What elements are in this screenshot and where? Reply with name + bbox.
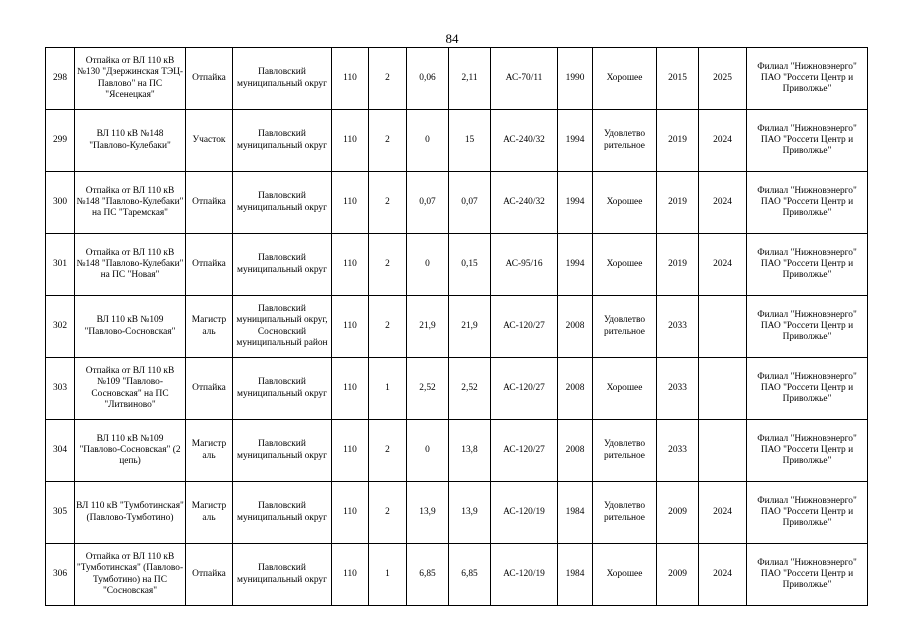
year-built-cell: 1994 (558, 234, 593, 296)
line-name-cell: Отпайка от ВЛ 110 кВ "Тумботинская" (Павлово-Тумботино) на ПС "Сосновская" (75, 544, 186, 606)
circuits-cell: 2 (369, 420, 407, 482)
line-name-cell: Отпайка от ВЛ 110 кВ №130 "Дзержинская ТЭЦ-Павлово" на ПС "Ясенецкая" (75, 48, 186, 110)
section-type-cell: Магистр аль (186, 420, 233, 482)
wire-brand-cell: АС-240/32 (491, 110, 558, 172)
wire-brand-cell: АС-70/11 (491, 48, 558, 110)
table-row (46, 110, 868, 172)
year-built-cell: 1994 (558, 110, 593, 172)
district-cell: Павловский муниципальный округ (233, 48, 332, 110)
voltage-cell: 110 (332, 420, 369, 482)
next-year-cell: 2025 (699, 48, 747, 110)
year-built-cell: 1990 (558, 48, 593, 110)
wire-brand-cell: АС-120/27 (491, 420, 558, 482)
power-lines-table (45, 47, 868, 606)
page-number: 84 (445, 31, 459, 46)
row-number-cell: 304 (46, 420, 75, 482)
owner-cell: Филиал "Нижновэнерго" ПАО "Россети Центр и Приволжье" (747, 296, 868, 358)
next-year-cell (699, 358, 747, 420)
owner-cell: Филиал "Нижновэнерго" ПАО "Россети Центр и Приволжье" (747, 48, 868, 110)
owner-cell: Филиал "Нижновэнерго" ПАО "Россети Центр и Приволжье" (747, 110, 868, 172)
next-year-cell: 2024 (699, 544, 747, 606)
wire-brand-cell: АС-95/16 (491, 234, 558, 296)
table-row (46, 48, 868, 110)
route-length-cell: 0,07 (407, 172, 449, 234)
circuits-cell: 2 (369, 48, 407, 110)
year-built-cell: 2008 (558, 358, 593, 420)
owner-cell: Филиал "Нижновэнерго" ПАО "Россети Центр и Приволжье" (747, 544, 868, 606)
owner-cell: Филиал "Нижновэнерго" ПАО "Россети Центр и Приволжье" (747, 358, 868, 420)
condition-cell: Хорошее (593, 544, 657, 606)
voltage-cell: 110 (332, 358, 369, 420)
line-name-cell: ВЛ 110 кВ №148 "Павлово-Кулебаки" (75, 110, 186, 172)
voltage-cell: 110 (332, 482, 369, 544)
line-name-cell: Отпайка от ВЛ 110 кВ №109 "Павлово-Сосновская" на ПС "Литвиново" (75, 358, 186, 420)
total-length-cell: 13,9 (449, 482, 491, 544)
table-body (46, 48, 868, 606)
owner-cell: Филиал "Нижновэнерго" ПАО "Россети Центр и Приволжье" (747, 482, 868, 544)
total-length-cell: 21,9 (449, 296, 491, 358)
table-row (46, 482, 868, 544)
next-year-cell: 2024 (699, 234, 747, 296)
route-length-cell: 13,9 (407, 482, 449, 544)
circuits-cell: 2 (369, 172, 407, 234)
table-row (46, 420, 868, 482)
row-number-cell: 306 (46, 544, 75, 606)
next-year-cell: 2024 (699, 110, 747, 172)
section-type-cell: Отпайка (186, 544, 233, 606)
table-row (46, 358, 868, 420)
section-type-cell: Участок (186, 110, 233, 172)
owner-cell: Филиал "Нижновэнерго" ПАО "Россети Центр и Приволжье" (747, 172, 868, 234)
year-built-cell: 1994 (558, 172, 593, 234)
route-length-cell: 0 (407, 110, 449, 172)
voltage-cell: 110 (332, 172, 369, 234)
line-name-cell: ВЛ 110 кВ №109 "Павлово-Сосновская" (2 цепь) (75, 420, 186, 482)
route-length-cell: 0 (407, 420, 449, 482)
owner-cell: Филиал "Нижновэнерго" ПАО "Россети Центр и Приволжье" (747, 420, 868, 482)
voltage-cell: 110 (332, 544, 369, 606)
row-number-cell: 299 (46, 110, 75, 172)
inspection-year-cell: 2033 (657, 420, 699, 482)
section-type-cell: Магистр аль (186, 482, 233, 544)
total-length-cell: 2,52 (449, 358, 491, 420)
line-name-cell: ВЛ 110 кВ №109 "Павлово-Сосновская" (75, 296, 186, 358)
district-cell: Павловский муниципальный округ, Сосновский муниципальный район (233, 296, 332, 358)
next-year-cell: 2024 (699, 482, 747, 544)
route-length-cell: 2,52 (407, 358, 449, 420)
route-length-cell: 0 (407, 234, 449, 296)
row-number-cell: 298 (46, 48, 75, 110)
voltage-cell: 110 (332, 296, 369, 358)
wire-brand-cell: АС-120/27 (491, 296, 558, 358)
next-year-cell (699, 420, 747, 482)
row-number-cell: 305 (46, 482, 75, 544)
district-cell: Павловский муниципальный округ (233, 234, 332, 296)
line-name-cell: ВЛ 110 кВ "Тумботинская" (Павлово-Тумботино) (75, 482, 186, 544)
year-built-cell: 2008 (558, 420, 593, 482)
circuits-cell: 1 (369, 544, 407, 606)
year-built-cell: 1984 (558, 482, 593, 544)
row-number-cell: 301 (46, 234, 75, 296)
district-cell: Павловский муниципальный округ (233, 482, 332, 544)
inspection-year-cell: 2033 (657, 296, 699, 358)
condition-cell: Хорошее (593, 48, 657, 110)
circuits-cell: 2 (369, 296, 407, 358)
condition-cell: Хорошее (593, 358, 657, 420)
voltage-cell: 110 (332, 110, 369, 172)
row-number-cell: 300 (46, 172, 75, 234)
circuits-cell: 1 (369, 358, 407, 420)
year-built-cell: 1984 (558, 544, 593, 606)
table-row (46, 234, 868, 296)
condition-cell: Хорошее (593, 172, 657, 234)
next-year-cell: 2024 (699, 172, 747, 234)
district-cell: Павловский муниципальный округ (233, 420, 332, 482)
line-name-cell: Отпайка от ВЛ 110 кВ №148 "Павлово-Кулебаки" на ПС "Таремская" (75, 172, 186, 234)
condition-cell: Удовлетво рительное (593, 110, 657, 172)
line-name-cell: Отпайка от ВЛ 110 кВ №148 "Павлово-Кулебаки" на ПС "Новая" (75, 234, 186, 296)
wire-brand-cell: АС-120/19 (491, 482, 558, 544)
district-cell: Павловский муниципальный округ (233, 544, 332, 606)
condition-cell: Удовлетво рительное (593, 296, 657, 358)
voltage-cell: 110 (332, 234, 369, 296)
total-length-cell: 15 (449, 110, 491, 172)
circuits-cell: 2 (369, 110, 407, 172)
route-length-cell: 21,9 (407, 296, 449, 358)
section-type-cell: Отпайка (186, 234, 233, 296)
condition-cell: Хорошее (593, 234, 657, 296)
inspection-year-cell: 2009 (657, 544, 699, 606)
owner-cell: Филиал "Нижновэнерго" ПАО "Россети Центр и Приволжье" (747, 234, 868, 296)
wire-brand-cell: АС-120/19 (491, 544, 558, 606)
section-type-cell: Отпайка (186, 358, 233, 420)
row-number-cell: 302 (46, 296, 75, 358)
inspection-year-cell: 2009 (657, 482, 699, 544)
section-type-cell: Отпайка (186, 48, 233, 110)
circuits-cell: 2 (369, 482, 407, 544)
next-year-cell (699, 296, 747, 358)
district-cell: Павловский муниципальный округ (233, 358, 332, 420)
route-length-cell: 6,85 (407, 544, 449, 606)
district-cell: Павловский муниципальный округ (233, 172, 332, 234)
table-row (46, 172, 868, 234)
inspection-year-cell: 2019 (657, 172, 699, 234)
condition-cell: Удовлетво рительное (593, 420, 657, 482)
table-row (46, 296, 868, 358)
condition-cell: Удовлетво рительное (593, 482, 657, 544)
year-built-cell: 2008 (558, 296, 593, 358)
total-length-cell: 13,8 (449, 420, 491, 482)
total-length-cell: 0,07 (449, 172, 491, 234)
total-length-cell: 6,85 (449, 544, 491, 606)
voltage-cell: 110 (332, 48, 369, 110)
section-type-cell: Отпайка (186, 172, 233, 234)
inspection-year-cell: 2033 (657, 358, 699, 420)
total-length-cell: 2,11 (449, 48, 491, 110)
row-number-cell: 303 (46, 358, 75, 420)
total-length-cell: 0,15 (449, 234, 491, 296)
route-length-cell: 0,06 (407, 48, 449, 110)
district-cell: Павловский муниципальный округ (233, 110, 332, 172)
wire-brand-cell: АС-120/27 (491, 358, 558, 420)
section-type-cell: Магистр аль (186, 296, 233, 358)
table-row (46, 544, 868, 606)
inspection-year-cell: 2019 (657, 110, 699, 172)
circuits-cell: 2 (369, 234, 407, 296)
wire-brand-cell: АС-240/32 (491, 172, 558, 234)
inspection-year-cell: 2019 (657, 234, 699, 296)
inspection-year-cell: 2015 (657, 48, 699, 110)
